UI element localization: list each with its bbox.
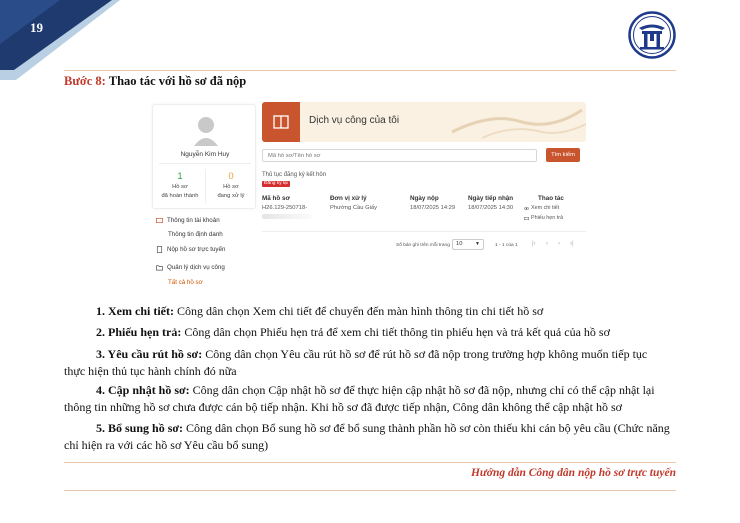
procedure-tag: Đăng ký lại (264, 181, 288, 186)
column-header-received: Ngày tiếp nhận (468, 195, 514, 202)
menu-item-submit-online[interactable] (156, 243, 256, 256)
instruction-item-3-cont: thực hiện thủ tục hành chính đó nữa (64, 364, 237, 378)
per-page-value: 10 (456, 241, 463, 247)
instruction-item-3 (96, 346, 647, 363)
search-input[interactable] (262, 149, 537, 162)
item-title: 2. Phiếu hẹn trả: (96, 325, 182, 339)
footer-rule-bottom (64, 490, 676, 491)
instruction-item-5-cont: chỉ hiện ra với các hồ sơ Yêu cầu bổ sung) (64, 438, 269, 452)
prev-page-icon[interactable]: ‹ (546, 241, 548, 247)
row-divider (262, 231, 586, 232)
id-card-icon (156, 217, 163, 224)
processing-stat[interactable] (206, 171, 256, 200)
menu-item-account-info[interactable] (156, 214, 256, 227)
item-text: Công dân chọn Phiếu hẹn trả để xem chi tiết thông tin phiếu hẹn và trả kết quả của hồ sơ (184, 325, 610, 339)
page-number: 19 (30, 20, 43, 35)
item-title: 5. Bổ sung hồ sơ: (96, 421, 184, 435)
column-header-actions: Thao tác (538, 195, 564, 202)
item-text: Công dân chọn Yêu cầu rút hồ sơ để rút hồ sơ đã nộp trong trường hợp không muốn tiếp tục (205, 347, 648, 361)
first-page-icon[interactable]: |‹ (532, 241, 536, 247)
column-header-code: Mã hồ sơ (262, 195, 290, 202)
menu-label: Thông tin tài khoản (167, 217, 220, 224)
item-text: Công dân chọn Xem chi tiết để chuyển đến màn hình thông tin chi tiết hồ sơ (176, 304, 544, 318)
document-icon (156, 246, 163, 253)
hanoi-emblem-logo (628, 11, 676, 59)
profile-card (152, 104, 256, 209)
instruction-item-4 (96, 382, 655, 399)
services-banner (262, 102, 586, 142)
next-page-icon[interactable]: › (558, 241, 560, 247)
item-title: 1. Xem chi tiết: (96, 304, 174, 318)
menu-item-all-records[interactable] (156, 276, 256, 289)
step-label: Bước 8: (64, 74, 106, 88)
instruction-item-2 (96, 324, 610, 341)
menu-item-identity-info[interactable] (156, 228, 256, 241)
completed-label-2: đã hoàn thành (161, 193, 199, 199)
user-name: Nguyễn Kim Huy (180, 151, 230, 158)
eye-icon (524, 206, 529, 211)
item-title: 3. Yêu cầu rút hồ sơ: (96, 347, 203, 361)
processing-label-2: đang xử lý (217, 193, 245, 199)
menu-label: Nộp hồ sơ trực tuyến (167, 246, 226, 253)
menu-label: Thông tin định danh (168, 231, 223, 238)
instruction-item-4-cont: thông tin những hồ sơ chưa được cán bộ tiếp nhận. Khi hồ sơ đã được tiếp nhận, Công dân không thể cập nhật hồ sơ (64, 400, 622, 414)
per-page-label: Số bản ghi trên mỗi trang (396, 243, 450, 248)
portal-screenshot (152, 98, 588, 298)
banner-title: Dịch vụ công của tôi (309, 115, 400, 126)
chevron-down-icon: ▼ (475, 241, 480, 247)
per-page-select[interactable] (452, 239, 484, 250)
step-heading (64, 74, 246, 89)
redacted-text (262, 214, 312, 219)
user-avatar-icon (194, 116, 218, 146)
instruction-item-1 (96, 303, 543, 320)
item-text: Công dân chọn Bổ sung hồ sơ để bổ sung thành phần hồ sơ còn thiếu khi cán bộ yêu cầu (Chức năng (186, 421, 670, 435)
view-detail-action[interactable] (524, 205, 559, 211)
last-page-icon[interactable]: ›| (570, 241, 574, 247)
page-range: 1 - 1 của 1 (495, 243, 518, 248)
step-title: Thao tác với hồ sơ đã nộp (108, 74, 247, 88)
menu-item-manage-services[interactable] (156, 261, 256, 274)
banner-icon-box (262, 102, 300, 142)
item-text: Công dân chọn Cập nhật hồ sơ để thực hiện cập nhật hồ sơ đã nộp, nhưng chỉ có thể cập nhật lại (192, 383, 655, 397)
procedure-name: Thủ tục đăng ký kết hôn (262, 172, 327, 178)
record-received: 18/07/2025 14:30 (468, 205, 514, 211)
record-submitted: 18/07/2025 14:29 (410, 205, 456, 211)
action-label: Phiếu hẹn trả (531, 215, 564, 221)
completed-stat[interactable] (155, 171, 205, 200)
processing-count: 0 (228, 171, 234, 182)
corner-decoration (0, 0, 120, 80)
banner-decoration (442, 102, 586, 142)
record-unit: Phường Cầu Giấy (330, 205, 377, 211)
instruction-item-5 (96, 420, 670, 437)
completed-label-1: Hồ sơ (172, 184, 188, 190)
completed-count: 1 (177, 171, 183, 182)
menu-label: Tất cả hồ sơ (168, 279, 203, 286)
book-icon (273, 115, 289, 129)
item-title: 4. Cập nhật hồ sơ: (96, 383, 190, 397)
search-button[interactable]: Tìm kiếm (546, 148, 580, 162)
header-rule (64, 70, 676, 71)
footer-rule-top (64, 462, 676, 463)
folder-icon (156, 264, 163, 271)
print-icon (524, 216, 529, 221)
action-label: Xem chi tiết (531, 205, 560, 211)
card-divider (159, 163, 251, 164)
menu-label: Quản lý dịch vụ công (167, 264, 225, 271)
footer-title: Hướng dẫn Công dân nộp hồ sơ trực tuyến (470, 467, 676, 479)
column-header-unit: Đơn vị xử lý (330, 195, 367, 202)
appointment-slip-action[interactable] (524, 215, 563, 221)
processing-label-1: Hồ sơ (223, 184, 239, 190)
record-code: H26.129-250718- (262, 205, 308, 211)
column-header-submitted: Ngày nộp (410, 195, 439, 202)
